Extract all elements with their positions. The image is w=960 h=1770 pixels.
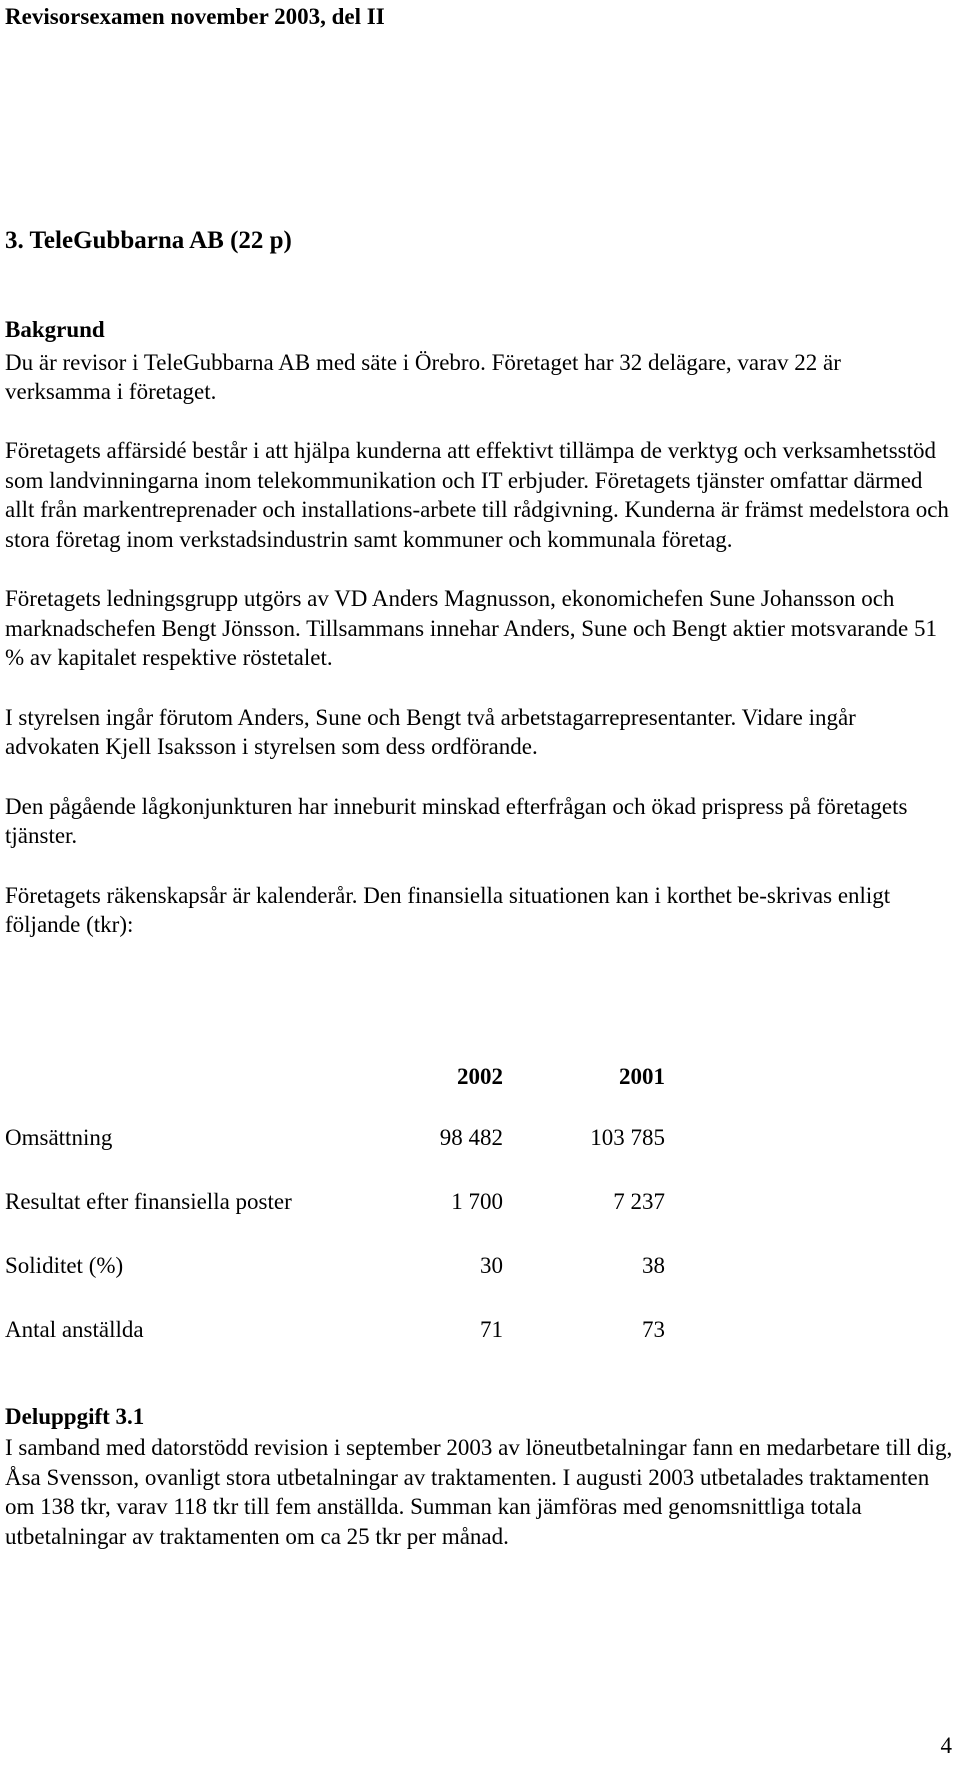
row-value-2001: 38 xyxy=(642,1253,665,1278)
section-title: 3. TeleGubbarna AB (22 p) xyxy=(5,227,292,254)
page-header: Revisorsexamen november 2003, del II xyxy=(5,4,385,29)
table-row xyxy=(5,1298,665,1362)
row-value-2002: 98 482 xyxy=(439,1125,503,1150)
background-section xyxy=(5,316,950,940)
subtask-heading: Deluppgift 3.1 xyxy=(5,1404,145,1429)
page-number: 4 xyxy=(940,1733,952,1758)
row-label: Soliditet (%) xyxy=(5,1253,124,1278)
background-paragraph-4: I styrelsen ingår förutom Anders, Sune och Bengt två arbetstagarrepresentanter. Vidare ingår advokaten Kjell Isaksson i styrelsen som dess ordförande. xyxy=(5,704,856,759)
row-value-2001: 7 237 xyxy=(613,1189,665,1214)
table-header-label xyxy=(5,1064,350,1106)
row-value-2002: 1 700 xyxy=(451,1189,503,1214)
background-paragraph-5: Den pågående lågkonjunkturen har inneburit minskad efterfrågan och ökad prispress på företagets tjänster. xyxy=(5,793,908,848)
row-value-2001: 103 785 xyxy=(590,1125,665,1150)
table-row xyxy=(5,1234,665,1298)
table-header-2002: 2002 xyxy=(457,1064,503,1089)
row-value-2002: 30 xyxy=(480,1253,503,1278)
background-heading: Bakgrund xyxy=(5,317,105,342)
table-header-2001: 2001 xyxy=(619,1064,665,1089)
background-paragraph-2: Företagets affärsidé består i att hjälpa kunderna att effektivt tillämpa de verktyg och verksamhetsstöd som landvinningarna inom telekommunikation och IT erbjuder. Företagets tjänster omfattar därmed allt från markentreprenader och installations-arbete till rådgivning. Kunderna är främst medelstora och stora företag inom verkstadsindustrin samt kommuner och kommunala företag. xyxy=(5,438,949,552)
financial-table xyxy=(5,1064,665,1362)
background-paragraph-3: Företagets ledningsgrupp utgörs av VD Anders Magnusson, ekonomichefen Sune Johansson och marknadschefen Bengt Jönsson. Tillsammans innehar Anders, Sune och Bengt aktier motsvarande 51 % av kapitalet respektive röstetalet. xyxy=(5,586,937,670)
row-label: Antal anställda xyxy=(5,1317,144,1342)
table-header-row xyxy=(5,1064,665,1106)
subtask-section xyxy=(5,1401,955,1551)
background-paragraph-1: Du är revisor i TeleGubbarna AB med säte i Örebro. Företaget har 32 delägare, varav 22 är verksamma i företaget. xyxy=(5,350,841,404)
row-label: Omsättning xyxy=(5,1125,113,1150)
table-row xyxy=(5,1106,665,1170)
row-label: Resultat efter finansiella poster xyxy=(5,1189,292,1214)
table-row xyxy=(5,1170,665,1234)
subtask-text: I samband med datorstödd revision i september 2003 av löneutbetalningar fann en medarbetare till dig, Åsa Svensson, ovanligt stora utbetalningar av traktamenten. I augusti 2003 utbetalades traktamenten om 138 tkr, varav 118 tkr till fem anställda. Summan kan jämföras med genomsnittliga totala utbetalningar av traktamenten om ca 25 tkr per månad. xyxy=(5,1435,953,1549)
row-value-2002: 71 xyxy=(480,1317,503,1342)
background-paragraph-6: Företagets räkenskapsår är kalenderår. Den finansiella situationen kan i korthet be-skrivas enligt följande (tkr): xyxy=(5,882,891,937)
row-value-2001: 73 xyxy=(642,1317,665,1342)
